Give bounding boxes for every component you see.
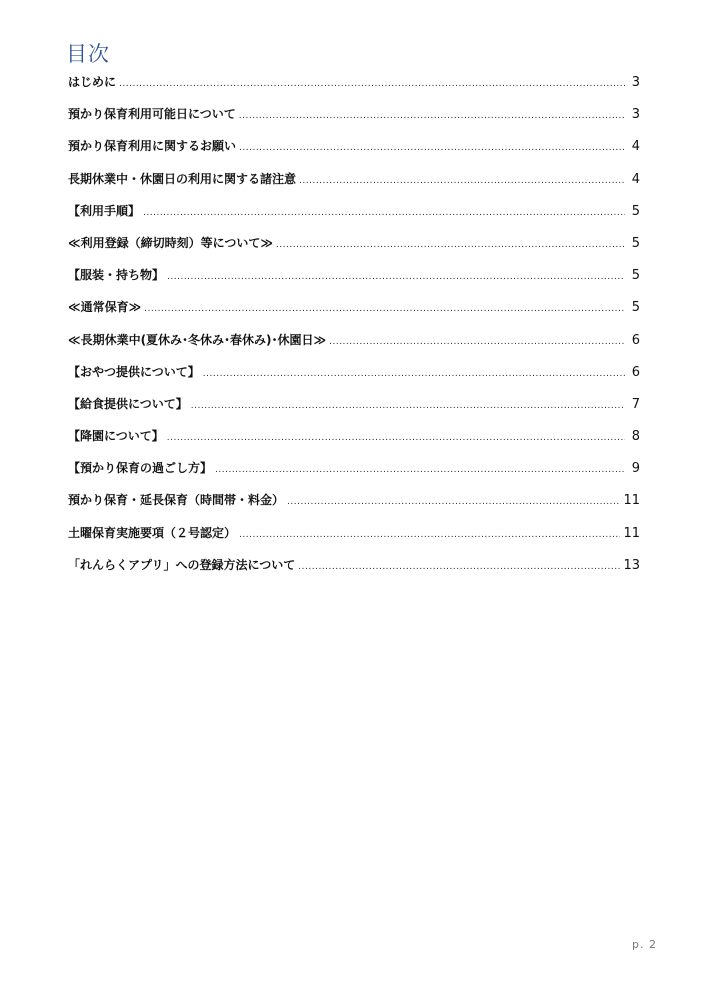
page-number: p. 2 (632, 938, 657, 951)
toc-entry[interactable] (68, 331, 640, 363)
toc-entry-page: 6 (631, 364, 640, 380)
toc-entry-label: 預かり保育利用可能日について (68, 107, 236, 122)
dot-leader (191, 401, 625, 411)
toc-entry-page: 11 (623, 525, 640, 541)
toc-entry-page: 3 (631, 107, 640, 123)
toc-entry-label: ≪長期休業中(夏休み･冬休み･春休み)･休園日≫ (68, 332, 327, 347)
toc-entry-page: 7 (631, 396, 640, 412)
toc-list (68, 73, 640, 588)
dot-leader (239, 530, 620, 540)
toc-entry[interactable] (68, 459, 640, 491)
toc-entry-page: 3 (631, 75, 640, 90)
dot-leader (329, 337, 625, 347)
toc-entry-page: 9 (631, 461, 640, 477)
toc-entry-label: 預かり保育利用に関するお願い (68, 139, 237, 154)
toc-entry-label: 【服装・持ち物】 (68, 268, 165, 283)
toc-entry-label: 【降園について】 (68, 429, 164, 444)
dot-leader (287, 497, 620, 507)
toc-entry-page: 5 (631, 300, 640, 316)
toc-entry-label: 【預かり保育の過ごし方】 (68, 461, 213, 476)
toc-entry[interactable] (68, 170, 640, 202)
dot-leader (215, 465, 625, 475)
toc-heading: 目次 (66, 42, 110, 67)
toc-entry[interactable] (68, 202, 640, 234)
toc-entry-label: 土曜保育実施要項（２号認定） (68, 525, 237, 540)
dot-leader (239, 111, 625, 121)
dot-leader (203, 369, 625, 379)
toc-entry[interactable] (68, 266, 640, 298)
toc-entry-page: 6 (631, 332, 640, 348)
dot-leader (276, 240, 625, 250)
toc-entry[interactable] (68, 73, 640, 105)
toc-entry[interactable] (68, 524, 640, 556)
dot-leader (167, 433, 625, 443)
toc-entry-page: 11 (623, 493, 640, 509)
dot-leader (119, 79, 625, 89)
toc-entry-label: 【利用手順】 (68, 203, 141, 218)
toc-entry-label: 預かり保育・延長保育（時間帯・料金） (68, 493, 285, 508)
toc-entry-label: 長期休業中・休園日の利用に関する諸注意 (68, 171, 297, 186)
toc-entry[interactable] (68, 556, 640, 588)
toc-entry[interactable] (68, 427, 640, 459)
toc-entry-label: ≪通常保育≫ (68, 300, 142, 315)
toc-entry-label: はじめに (68, 75, 117, 89)
toc-entry-label: 【給食提供について】 (68, 396, 188, 411)
dot-leader (167, 272, 625, 282)
toc-entry-label: ≪利用登録（締切時刻）等について≫ (68, 235, 273, 250)
toc-entry-page: 4 (631, 139, 640, 155)
toc-entry-label: 【おやつ提供について】 (68, 364, 200, 379)
toc-entry-page: 5 (631, 203, 640, 219)
toc-entry-page: 8 (631, 429, 640, 445)
toc-entry[interactable] (68, 363, 640, 395)
toc-entry[interactable] (68, 395, 640, 427)
dot-leader (299, 176, 625, 186)
dot-leader (239, 143, 625, 153)
toc-entry[interactable] (68, 491, 640, 523)
dot-leader (143, 208, 625, 218)
toc-entry[interactable] (68, 298, 640, 330)
toc-entry-page: 5 (631, 235, 640, 251)
dot-leader (144, 304, 625, 314)
toc-entry-page: 13 (623, 557, 640, 573)
dot-leader (298, 562, 620, 572)
toc-entry-label: 「れんらくアプリ」への登録方法について (68, 557, 296, 572)
toc-entry-page: 5 (631, 268, 640, 284)
toc-entry-page: 4 (631, 171, 640, 187)
toc-entry[interactable] (68, 234, 640, 266)
toc-entry[interactable] (68, 137, 640, 169)
toc-entry[interactable] (68, 105, 640, 137)
